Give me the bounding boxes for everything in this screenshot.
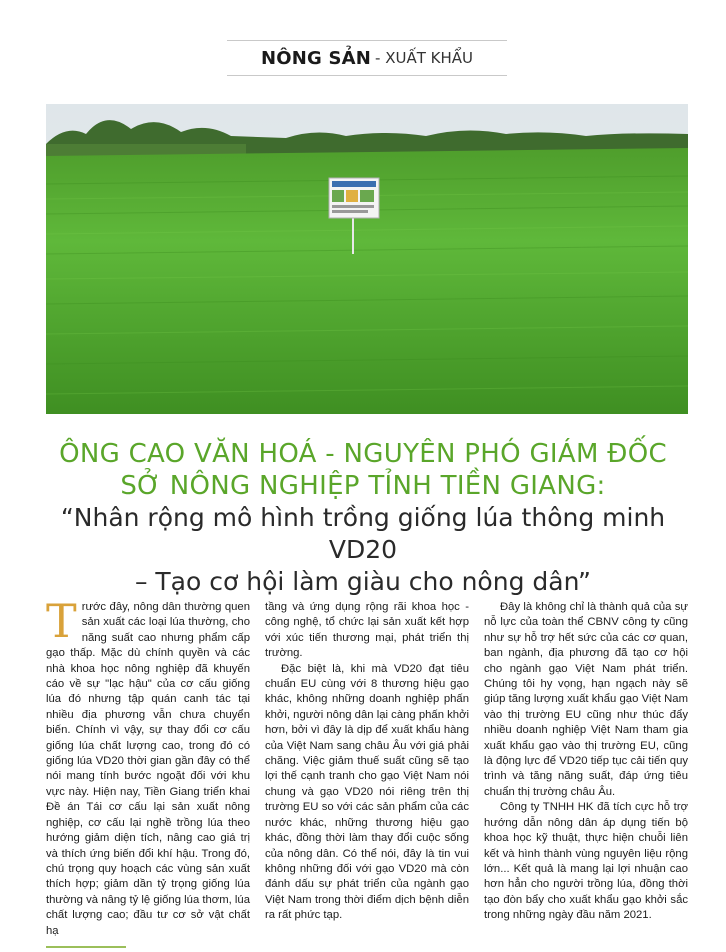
article-body xyxy=(46,594,688,939)
article-column-2 xyxy=(265,600,469,939)
section-subtitle: - XUẤT KHẨU xyxy=(375,49,473,67)
page-footer xyxy=(0,940,726,952)
paragraph: Đặc biệt là, khi mà VD20 đạt tiêu chuẩn EU cùng với 8 thương hiệu gạo khác, không những doanh nghiệp phấn khởi, người nông dân lại càng phấn khởi hơn, bởi vì đây là dịp để xuất khẩu hàng của Việt Nam sang châu Âu với giá phải chăng. Việc giảm thuế suất cũng sẽ tạo lợi thế cạnh tranh cho gạo Việt Nam nói chung và gạo VD20 nói riêng trên thị trường EU so với các sản phẩm của các nước khác, những thương hiệu gạo khác, đồng thời làm thay đổi cuộc sống của nông dân. Có thể nói, đây là tin vui không những đối với gạo VD20 mà còn đánh dấu sự phát triển của ngành gạo Việt Nam trong thời điểm dịch bệnh diễn ra rất phức tạp. xyxy=(265,662,469,922)
footer-divider xyxy=(46,946,126,948)
section-header xyxy=(227,40,507,76)
article-column-1 xyxy=(46,594,250,939)
paragraph: Công ty TNHH HK đã tích cực hỗ trợ hướng dẫn nông dân áp dụng tiến bộ khoa học kỹ thuật, thực hiện chuỗi liên kết và hình thành vùng nguyên liệu rộng lớn... Kết quả là mang lại lợi nhuận cao hơn hẳn cho người trồng lúa, đồng thời tạo đòn bẩy cho xuất khẩu gạo khởi sắc trong những ngày đầu năm 2021. xyxy=(484,801,688,922)
headline-quote-2: – Tạo cơ hội làm giàu cho nông dân” xyxy=(134,567,592,596)
paragraph: tầng và ứng dụng rộng rãi khoa học - công nghệ, tổ chức lại sản xuất kết hợp với xúc tiến thương mại, phát triển thị trường. xyxy=(265,601,469,660)
drop-cap: T xyxy=(46,594,77,648)
article-column-3 xyxy=(484,600,688,939)
rice-field-photo xyxy=(46,104,688,414)
rice-field-image xyxy=(46,104,688,414)
paragraph-text: rước đây, nông dân thường quen sản xuất các loại lúa thường, cho năng suất cao nhưng phẩm cấp gạo thấp. Mặc dù chính quyền và các nhà khoa học nông nghiệp đã khuyến cáo về sự "lạc hậu" của cơ cấu giống lúa đó nhưng tập quán canh tác tại nhiều địa phương vẫn chưa chuyển biến. Chính vì vậy, sự thay đổi cơ cấu giống lúa chất lượng cao, trong đó có giống lúa VD20 thời gian gần đây có thể nói mang tính bước ngoặt đối với khu vực này. Hiện nay, Tiền Giang triển khai Đề án Tái cơ cấu lại sản xuất nông nghiệp, cơ cấu lại nghề trồng lúa theo hướng giảm diện tích, nâng cao giá trị và thích ứng biến đổi khí hậu. Trong đó, chú trọng quy hoạch các vùng sản xuất thích hợp; giảm dần tỷ trọng giống lúa thường và nâng tỷ lệ giống lúa thơm, lúa chất lượng cao; đầu tư cơ sở vật chất hạ xyxy=(46,601,250,937)
headline-quote-1: “Nhân rộng mô hình trồng giống lúa thông minh VD20 xyxy=(60,503,666,564)
headline-line-2: SỞ NÔNG NGHIỆP TỈNH TIỀN GIANG: xyxy=(120,471,606,501)
section-title: NÔNG SẢN xyxy=(260,47,372,69)
headline-line-1: ÔNG CAO VĂN HOÁ - NGUYÊN PHÓ GIÁM ĐỐC xyxy=(59,439,667,469)
paragraph: Đây là không chỉ là thành quả của sự nỗ lực của toàn thể CBNV công ty cũng như sự hỗ trợ hết sức của các cơ quan, ban ngành, địa phương đã tạo cơ hội cho ngành gạo Việt Nam phát triển. Chúng tôi hy vọng, hạn ngạch này sẽ giúp tăng lượng xuất khẩu gạo Việt Nam vào thị trường EU cũng như thúc đẩy nhiều doanh nghiệp Việt Nam tham gia xuất khẩu gạo vào thị trường EU, cũng là động lực để VD20 tiếp tục cải tiến quy trình và tăng năng suất, đáp ứng tiêu chuẩn thị trường châu Âu. xyxy=(484,601,688,798)
article-headline xyxy=(30,438,696,598)
paragraph xyxy=(46,594,250,939)
